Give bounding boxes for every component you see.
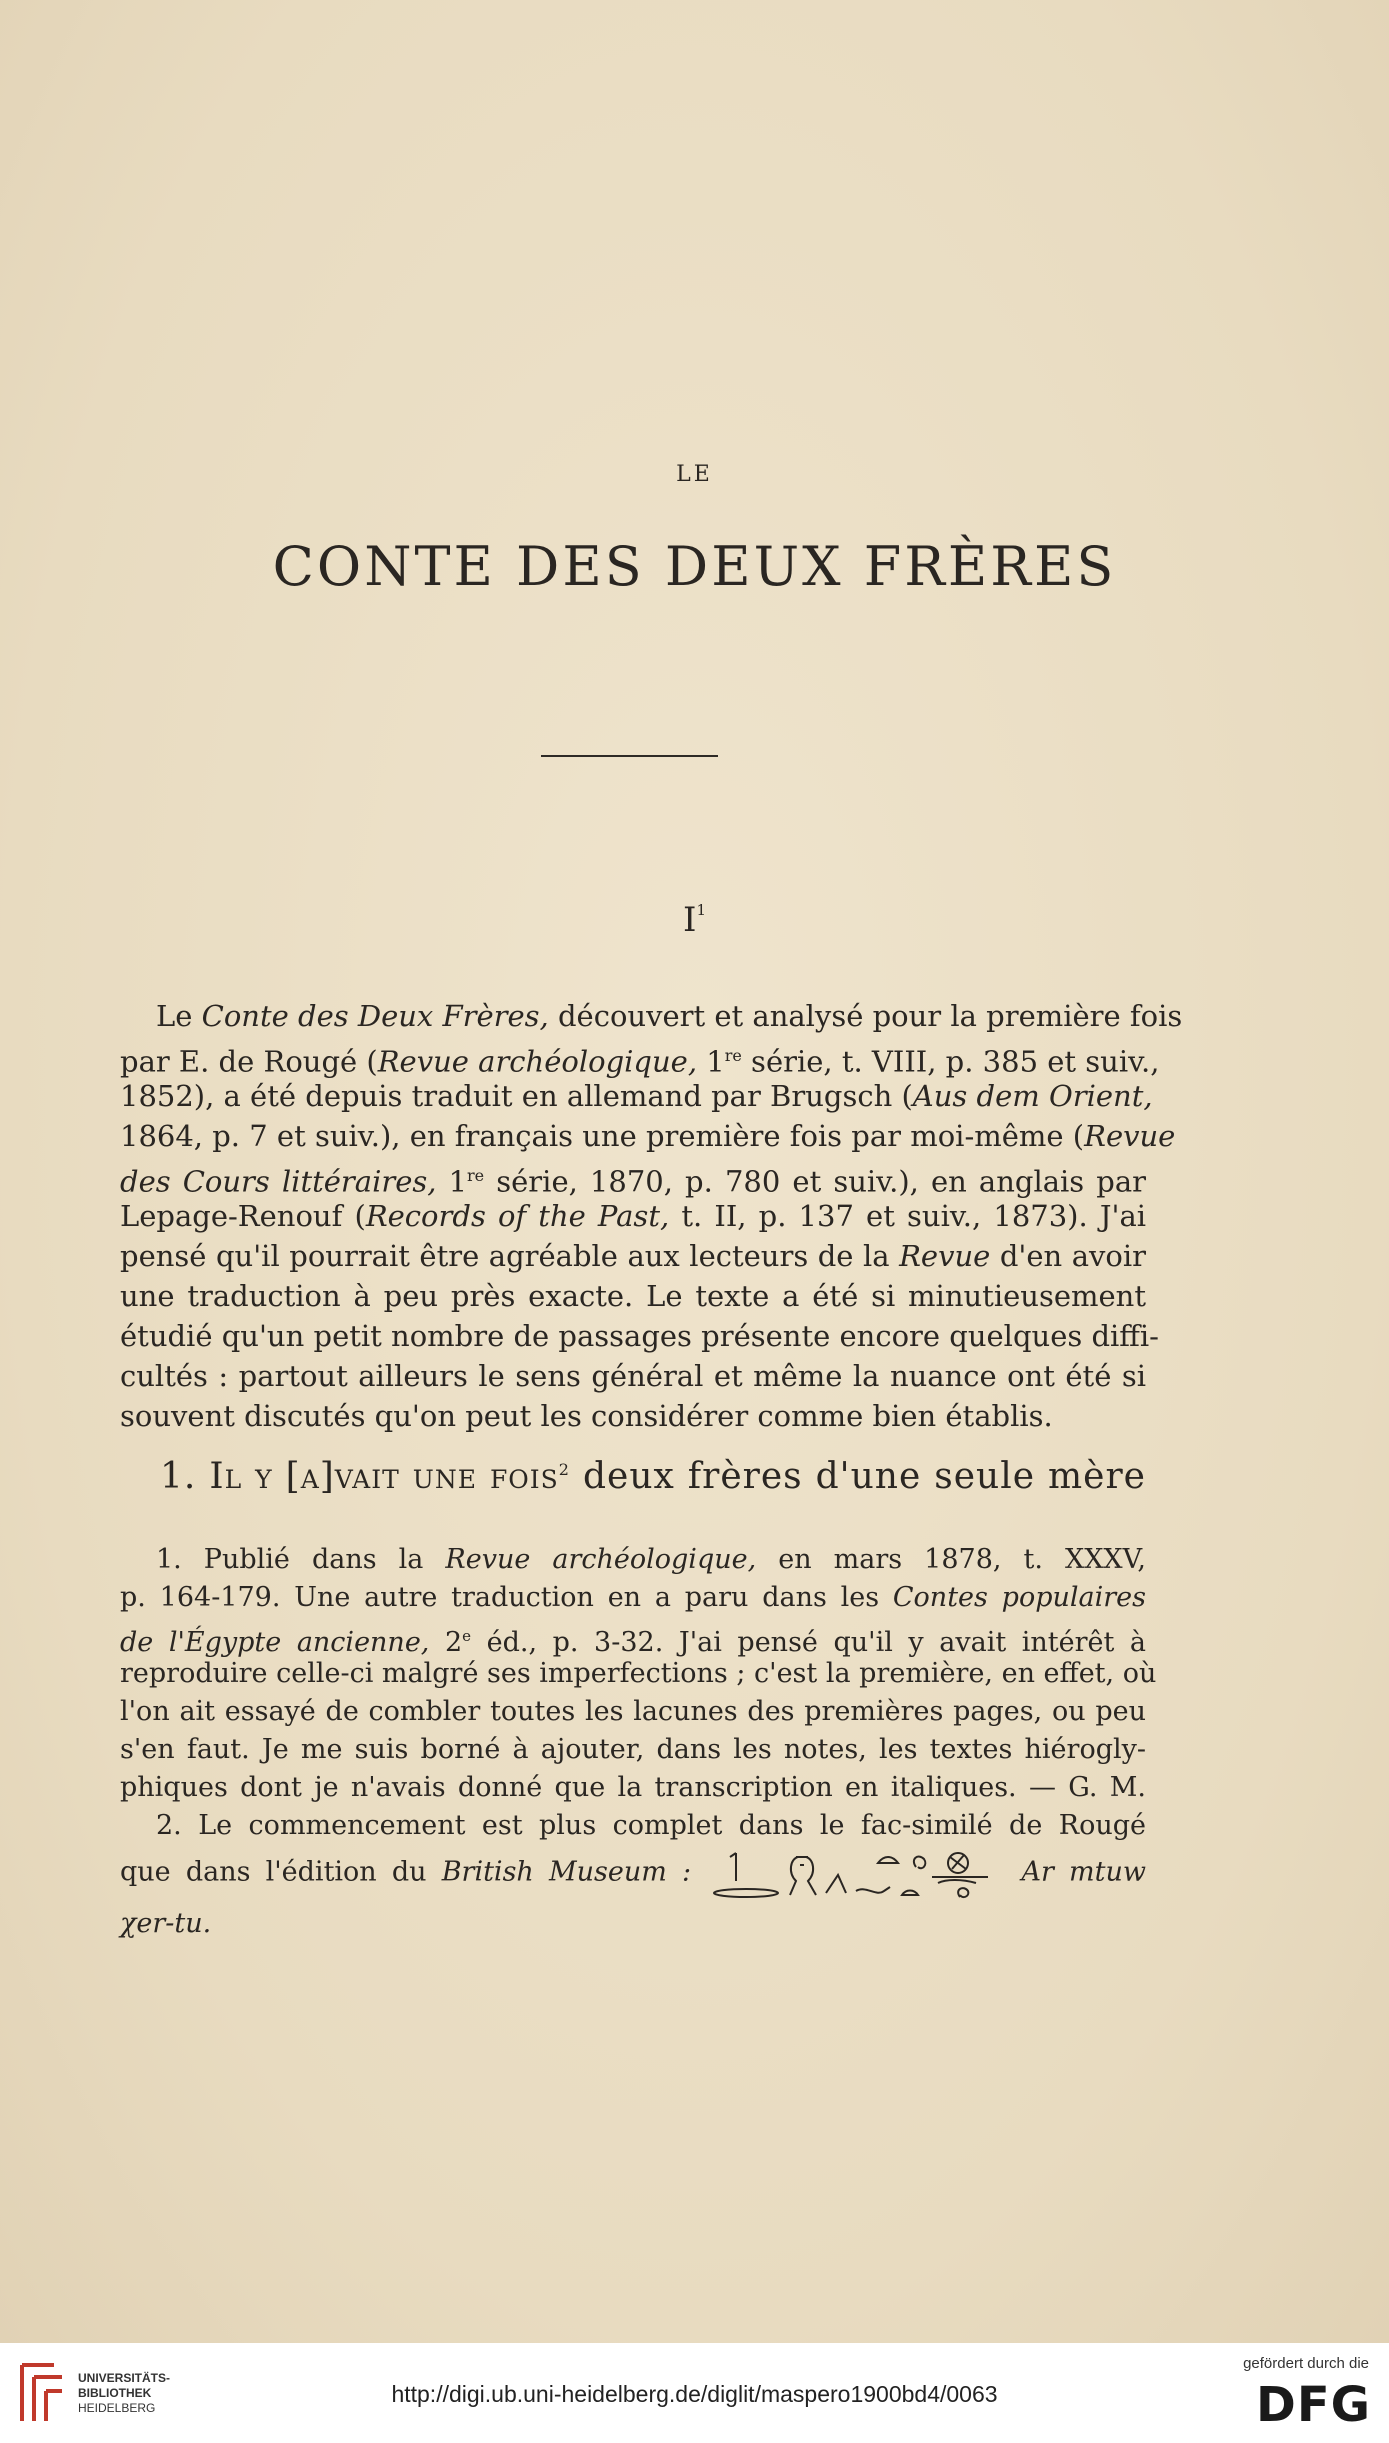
text-line: une traduction à peu près exacte. Le texte a été si minutieusement [120, 1279, 1146, 1313]
funding-note: gefördert durch die [1243, 2355, 1369, 2372]
text-line: cultés : partout ailleurs le sens général et même la nuance ont été si [120, 1359, 1146, 1393]
footnote-ref-2: 2 [558, 1460, 570, 1479]
page-title: CONTE DES DEUX FRÈRES [272, 535, 1117, 598]
title-divider [541, 755, 718, 757]
section-heading [0, 900, 1389, 940]
text-line: souvent discutés qu'on peut les considérer comme bien établis. [120, 1399, 1053, 1433]
footnote-line: que dans l'édition du British Museum : Ar mtuw [120, 1845, 1146, 1905]
footnote-line: de l'Égypte ancienne, 2e éd., p. 3-32. J'ai pensé qu'il y avait intérêt à [120, 1627, 1147, 1658]
digitization-footer [0, 2343, 1389, 2443]
footnote-line: p. 164-179. Une autre traduction en a paru dans les Contes populaires [120, 1582, 1146, 1613]
section-numeral: I [683, 900, 697, 940]
footnote-line: l'on ait essayé de combler toutes les lacunes des premières pages, ou peu [120, 1696, 1146, 1727]
title-prefix: LE [676, 462, 713, 487]
footnotes [120, 1541, 1157, 1943]
dfg-logo: DFG [1255, 2377, 1371, 2433]
footnote-line: 2. Le commencement est plus complet dans le fac-similé de Rougé [156, 1810, 1146, 1841]
footnote-line: reproduire celle-ci malgré ses imperfections ; c'est la première, en effet, où [120, 1658, 1157, 1689]
text-line: 1852), a été depuis traduit en allemand par Brugsch (Aus dem Orient, [120, 1079, 1153, 1113]
footnote-line: s'en faut. Je me suis borné à ajouter, dans les notes, les textes hiérogly- [120, 1734, 1146, 1765]
footnote-line: χer-tu. [120, 1908, 212, 1939]
text-line: Le Conte des Deux Frères, découvert et analysé pour la première fois [156, 999, 1183, 1033]
text-line: Lepage-Renouf (Records of the Past, t. II, p. 137 et suiv., 1873). J'ai [120, 1199, 1147, 1233]
text-line: pensé qu'il pourrait être agréable aux lecteurs de la Revue d'en avoir [120, 1239, 1146, 1273]
library-name: UNIVERSITÄTS- BIBLIOTHEK HEIDELBERG [78, 2371, 171, 2415]
text-line: étudié qu'un petit nombre de passages présente encore quelques diffi- [120, 1319, 1159, 1353]
intro-paragraph [120, 996, 1183, 1436]
hieroglyph-icon [706, 1845, 1006, 1901]
text-line: 1864, p. 7 et suiv.), en français une première fois par moi-même (Revue [120, 1119, 1176, 1153]
text-line: des Cours littéraires, 1re série, 1870, p. 780 et suiv.), en anglais par [120, 1164, 1146, 1199]
chapter-heading: 1. Il y [a]vait une fois$^2$ deux frères d'une seule mère [160, 1456, 1146, 1497]
footnote-line: phiques dont je n'avais donné que la transcription en italiques. — G. M. [120, 1772, 1146, 1803]
permalink-url[interactable]: http://digi.ub.uni-heidelberg.de/diglit/maspero1900bd4/0063 [391, 2381, 998, 2407]
text-line: par E. de Rougé (Revue archéologique, 1re série, t. VIII, p. 385 et suiv., [120, 1044, 1160, 1079]
footnote-ref-1: 1 [696, 901, 706, 919]
footnote-line: 1. Publié dans la Revue archéologique, en mars 1878, t. XXXV, [156, 1544, 1147, 1575]
